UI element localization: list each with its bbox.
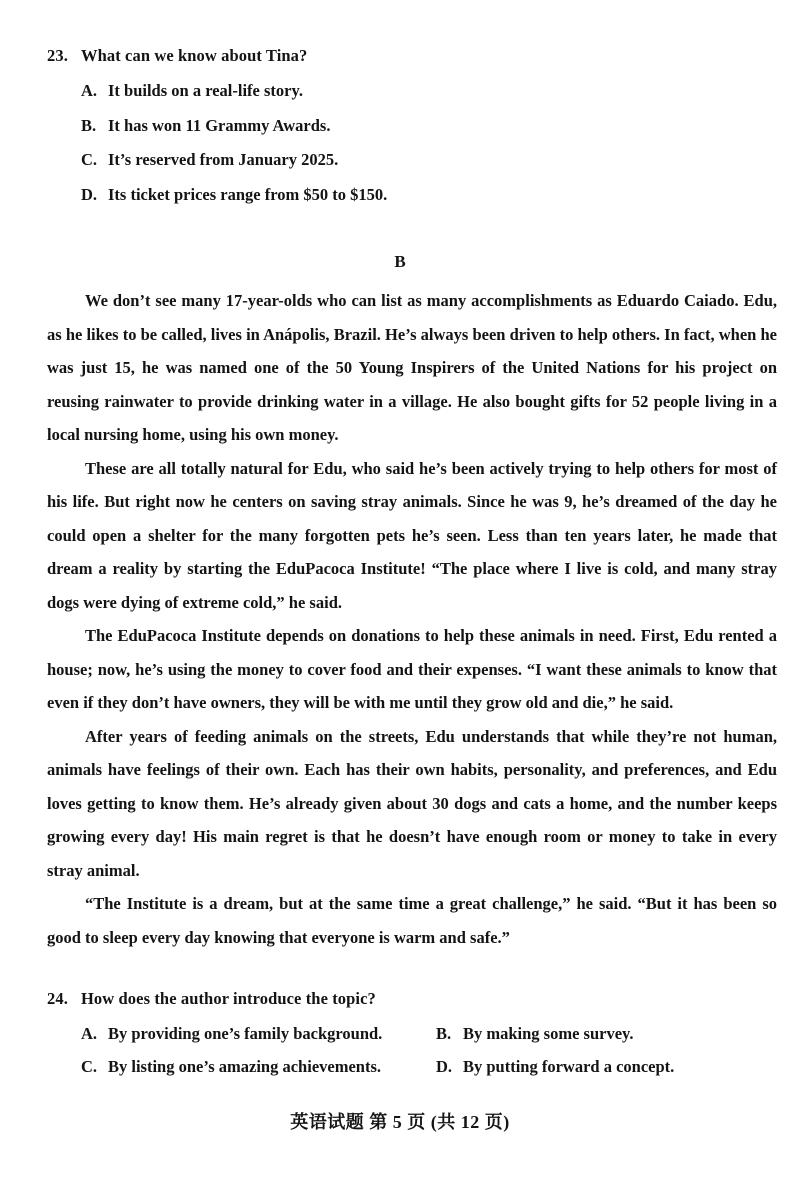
page-footer: 英语试题 第 5 页 (共 12 页) xyxy=(290,1112,510,1132)
option-letter: A. xyxy=(81,81,98,100)
question-number: 23. xyxy=(47,46,68,65)
option-24-b xyxy=(436,1024,634,1044)
option-text: It builds on a real-life story. xyxy=(108,81,303,100)
option-23-c xyxy=(81,150,338,170)
option-letter: B. xyxy=(436,1024,452,1043)
option-23-b xyxy=(81,116,330,136)
question-stem: What can we know about Tina? xyxy=(81,46,308,65)
option-text: It’s reserved from January 2025. xyxy=(108,150,339,169)
option-23-d xyxy=(81,185,387,205)
option-text: By providing one’s family background. xyxy=(108,1024,383,1043)
section-heading: B xyxy=(394,252,406,271)
option-letter: D. xyxy=(81,185,98,204)
option-24-c xyxy=(81,1057,381,1077)
option-24-d xyxy=(436,1057,674,1077)
question-24 xyxy=(47,989,376,1009)
question-23 xyxy=(47,46,307,66)
option-24-a xyxy=(81,1024,382,1044)
question-number: 24. xyxy=(47,989,68,1008)
option-text: By putting forward a concept. xyxy=(463,1057,675,1076)
passage-paragraph-4: After years of feeding animals on the streets, Edu understands that while they’re not human, animals have feelings of their own. Each has their own habits, personality, and preferences, and Edu loves getting to know them. He’s already given about 30 dogs and cats a home, and the number keeps growing every day! His main regret is that he doesn’t have enough room or money to take in every stray animal. xyxy=(47,726,777,880)
option-letter: B. xyxy=(81,116,97,135)
option-letter: D. xyxy=(436,1057,453,1076)
option-letter: A. xyxy=(81,1024,98,1043)
passage-b xyxy=(47,284,777,954)
option-text: By making some survey. xyxy=(463,1024,634,1043)
option-text: Its ticket prices range from $50 to $150. xyxy=(108,185,388,204)
passage-paragraph-3: The EduPacoca Institute depends on donations to help these animals in need. First, Edu rented a house; now, he’s using the money to cover food and their expenses. “I want these animals to know that even if they don’t have owners, they will be with me until they grow old and die,” he said. xyxy=(47,626,777,712)
passage-paragraph-1: We don’t see many 17-year-olds who can list as many accomplishments as Eduardo Caiado. Edu, as he likes to be called, lives in Anápolis, Brazil. He’s always been driven to help others. In fact, when he was just 15, he was named one of the 50 Young Inspirers of the United Nations for his project on reusing rainwater to provide drinking water in a village. He also bought gifts for 52 people living in a local nursing home, using his own money. xyxy=(47,291,777,444)
passage-paragraph-2: These are all totally natural for Edu, who said he’s been actively trying to help others for most of his life. But right now he centers on saving stray animals. Since he was 9, he’s dreamed of the day he could open a shelter for the many forgotten pets he’s seen. Less than ten years later, he made that dream a reality by starting the EduPacoca Institute! “The place where I live is cold, and many stray dogs were dying of extreme cold,” he said. xyxy=(47,458,777,612)
passage-paragraph-5: “The Institute is a dream, but at the same time a great challenge,” he said. “But it has been so good to sleep every day knowing that everyone is warm and safe.” xyxy=(47,894,777,947)
option-letter: C. xyxy=(81,150,98,169)
question-stem: How does the author introduce the topic? xyxy=(81,989,376,1008)
option-23-a xyxy=(81,81,303,101)
option-text: It has won 11 Grammy Awards. xyxy=(108,116,331,135)
option-text: By listing one’s amazing achievements. xyxy=(108,1057,381,1076)
option-letter: C. xyxy=(81,1057,98,1076)
